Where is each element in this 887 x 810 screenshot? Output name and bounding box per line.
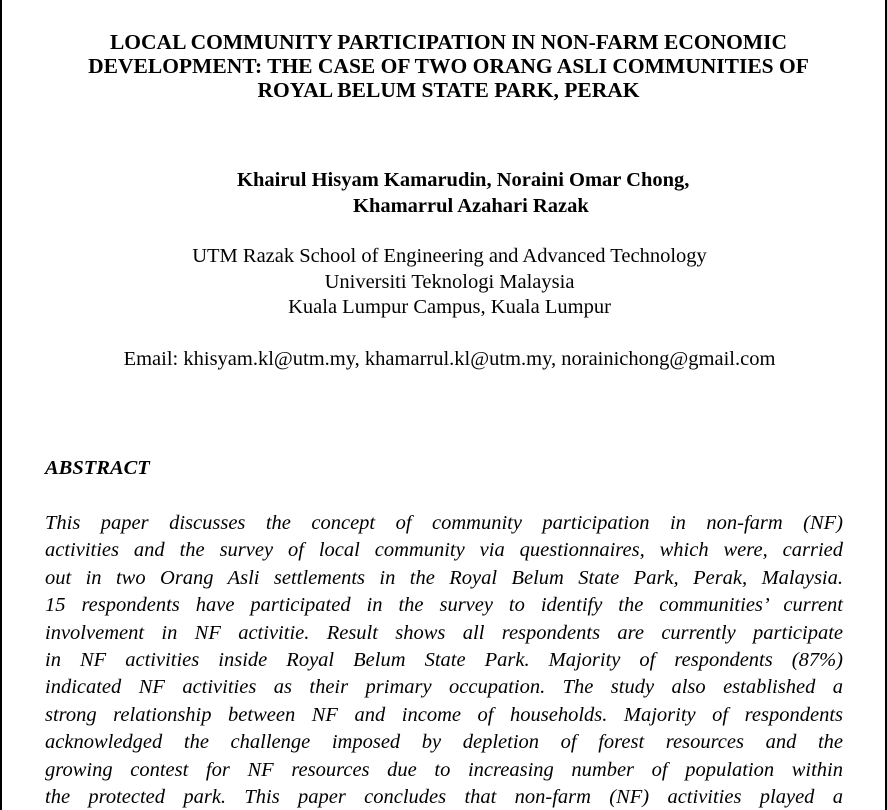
affiliation-line: Kuala Lumpur Campus, Kuala Lumpur [288,296,611,318]
page-border-left [0,0,2,810]
affiliation [0,244,887,321]
abstract-line: growing contest for NF resources due to increasing number of population within [45,758,843,781]
affiliation-line: UTM Razak School of Engineering and Advanced Technology [192,245,707,267]
affiliation-line: Universiti Teknologi Malaysia [324,270,575,293]
abstract-heading: ABSTRACT [45,457,150,479]
abstract-line: the protected park. This paper concludes that non-farm (NF) activities played a [45,785,843,808]
abstract-line: involvement in NF activitie. Result shows all respondents are currently participate [45,621,843,644]
abstract-line: 15 respondents have participated in the survey to identify the communities’ current [45,594,843,617]
abstract-line: in NF activities inside Royal Belum State Park. Majority of respondents (87%) [45,648,843,671]
author-emails: Email: khisyam.kl@utm.my, khamarrul.kl@utm.my, norainichong@gmail.com [123,348,776,370]
title-line: DEVELOPMENT: THE CASE OF TWO ORANG ASLI COMMUNITIES OF [88,54,809,78]
author-line: Khairul Hisyam Kamarudin, Noraini Omar Chong, [237,169,690,191]
abstract-line: strong relationship between NF and income of households. Majority of respondents [45,703,843,726]
author-line: Khamarrul Azahari Razak [353,195,589,217]
abstract-line: out in two Orang Asli settlements in the Royal Belum State Park, Perak, Malaysia. [45,566,843,589]
paper-title [30,30,867,102]
abstract-body [45,510,843,810]
title-line: ROYAL BELUM STATE PARK, PERAK [257,78,640,102]
abstract-line: acknowledged the challenge imposed by depletion of forest resources and the [45,731,843,754]
title-line: LOCAL COMMUNITY PARTICIPATION IN NON-FARM ECONOMIC [109,30,788,54]
abstract-line: activities and the survey of local community via questionnaires, which were, carried [45,539,843,562]
abstract-line: indicated NF activities as their primary occupation. The study also established a [45,676,843,699]
abstract-line: This paper discusses the concept of community participation in non-farm (NF) [45,512,843,534]
